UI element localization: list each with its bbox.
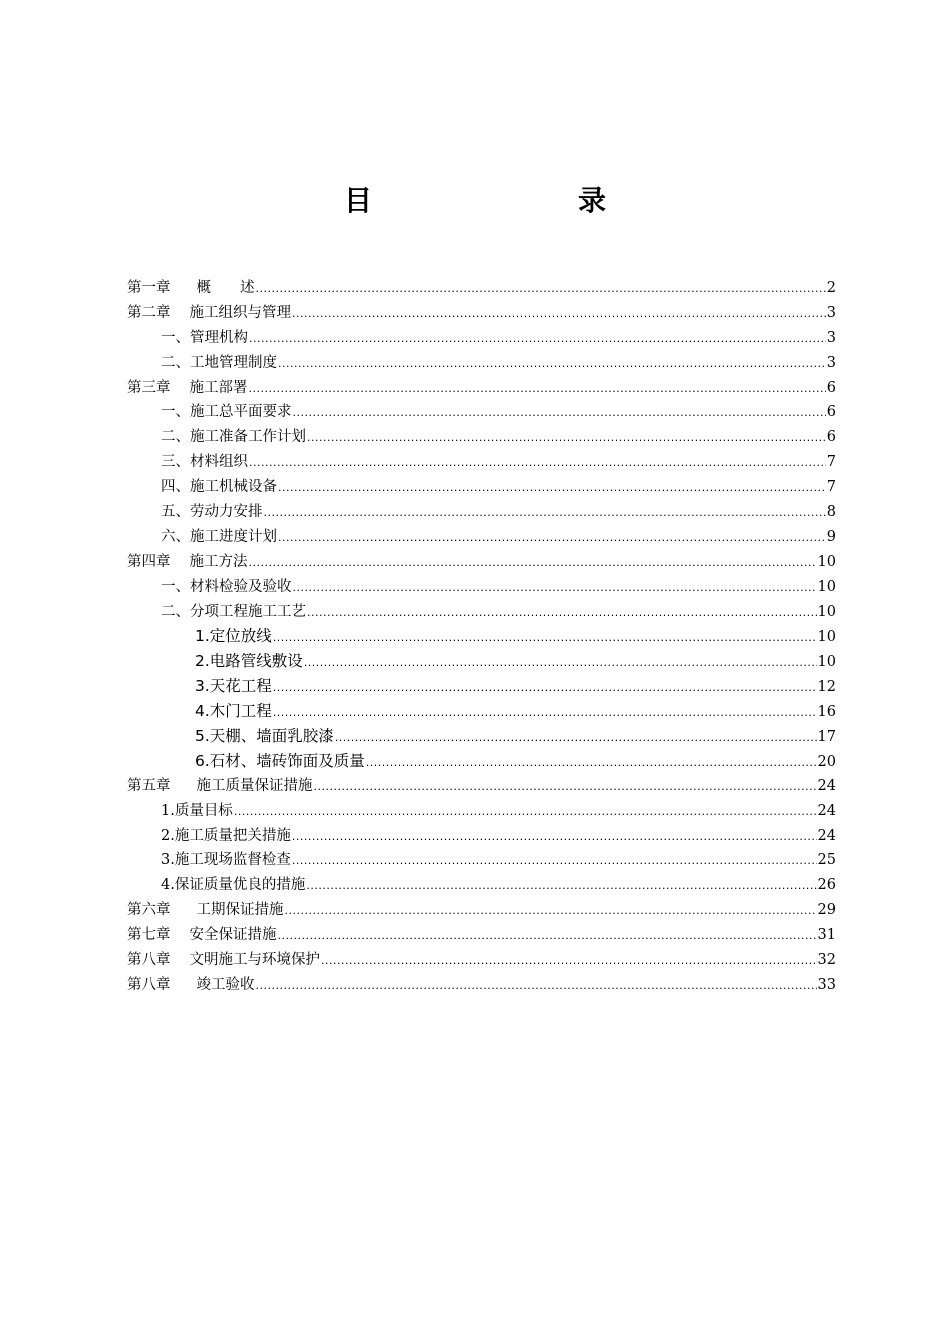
toc-entry-number: 4. bbox=[195, 702, 210, 721]
toc-entry-text: 施工准备工作计划 bbox=[190, 429, 306, 446]
toc-entry[interactable] bbox=[127, 973, 836, 998]
toc-entry-page-number: 7 bbox=[826, 454, 836, 471]
toc-entry-page-number: 10 bbox=[817, 629, 836, 646]
toc-entry-page-number: 10 bbox=[817, 603, 836, 620]
dot-leader bbox=[256, 282, 826, 295]
toc-entry-label bbox=[161, 400, 292, 421]
dot-leader bbox=[293, 406, 826, 419]
toc-entry-label bbox=[161, 475, 277, 496]
toc-entry-number: 2. bbox=[161, 827, 175, 844]
toc-entry[interactable] bbox=[127, 898, 836, 923]
dot-leader bbox=[278, 531, 826, 544]
toc-entry-page-number: 29 bbox=[817, 902, 836, 919]
toc-entry[interactable] bbox=[127, 500, 836, 525]
toc-entry-label bbox=[161, 500, 263, 521]
toc-entry[interactable] bbox=[127, 724, 836, 749]
toc-entry-label bbox=[161, 600, 306, 621]
page-title: 目 录 bbox=[343, 184, 656, 217]
toc-entry-page-number: 12 bbox=[817, 679, 836, 696]
toc-entry-page-number: 6 bbox=[826, 379, 836, 396]
toc-entry-page-number: 6 bbox=[826, 429, 836, 446]
toc-entry-label bbox=[161, 873, 305, 894]
dot-leader bbox=[307, 431, 826, 444]
toc-entry-label bbox=[161, 425, 306, 446]
toc-entry-number: 第三章 bbox=[127, 379, 171, 396]
dot-leader bbox=[278, 357, 826, 370]
toc-entry-number: 第四章 bbox=[127, 553, 171, 570]
toc-entry[interactable] bbox=[127, 425, 836, 450]
dot-leader bbox=[249, 382, 826, 395]
toc-entry-page-number: 24 bbox=[817, 777, 836, 794]
toc-entry-text: 定位放线 bbox=[209, 627, 272, 646]
toc-entry-label bbox=[195, 724, 334, 746]
toc-entry[interactable] bbox=[127, 674, 836, 699]
toc-entry[interactable] bbox=[127, 649, 836, 674]
dot-leader bbox=[335, 731, 817, 744]
toc-entry-page-number: 26 bbox=[817, 877, 836, 894]
dot-leader bbox=[306, 879, 816, 892]
toc-entry-label bbox=[127, 774, 313, 795]
toc-entry-number: 1. bbox=[195, 627, 210, 646]
toc-entry-text: 概 述 bbox=[196, 280, 255, 296]
toc-entry-page-number: 3 bbox=[826, 329, 836, 346]
dot-leader bbox=[293, 581, 817, 594]
toc-entry-number: 第七章 bbox=[127, 927, 171, 944]
toc-entry-number: 五、 bbox=[161, 504, 190, 521]
toc-entry-number: 第六章 bbox=[127, 902, 171, 919]
toc-entry-text: 施工现场监督检查 bbox=[174, 852, 291, 869]
toc-entry-number: 4. bbox=[161, 877, 175, 894]
dot-leader bbox=[273, 706, 817, 719]
dot-leader bbox=[366, 756, 817, 769]
toc-entry-label bbox=[195, 624, 272, 646]
toc-entry[interactable] bbox=[127, 351, 836, 376]
toc-entry[interactable] bbox=[127, 873, 836, 898]
toc-entry[interactable] bbox=[127, 923, 836, 948]
toc-entry[interactable] bbox=[127, 400, 836, 425]
dot-leader bbox=[234, 805, 817, 818]
toc-entry-page-number: 10 bbox=[817, 578, 836, 595]
toc-entry-number: 2. bbox=[195, 652, 210, 671]
toc-entry-number: 第八章 bbox=[127, 976, 171, 993]
dot-leader bbox=[304, 656, 817, 669]
toc-entry-label bbox=[195, 674, 272, 696]
toc-entry-label bbox=[127, 276, 255, 297]
toc-entry-number: 一、 bbox=[161, 329, 190, 346]
toc-entry[interactable] bbox=[127, 525, 836, 550]
toc-entry-page-number: 31 bbox=[817, 927, 836, 944]
dot-leader bbox=[273, 631, 817, 644]
toc-entry-number: 6. bbox=[195, 751, 210, 770]
dot-leader bbox=[314, 780, 817, 793]
toc-entry-number: 3. bbox=[161, 852, 175, 869]
toc-entry[interactable] bbox=[127, 848, 836, 873]
toc-entry-text: 工期保证措施 bbox=[196, 902, 284, 919]
dot-leader bbox=[249, 332, 826, 345]
toc-entry-number: 二、 bbox=[161, 354, 190, 371]
toc-entry-number: 一、 bbox=[161, 404, 190, 421]
toc-entry-number: 二、 bbox=[161, 603, 190, 620]
dot-leader bbox=[292, 830, 817, 843]
dot-leader bbox=[292, 854, 817, 867]
toc-entry[interactable] bbox=[127, 301, 836, 326]
toc-entry-label bbox=[127, 923, 277, 944]
toc-entry[interactable] bbox=[127, 575, 836, 600]
toc-entry-page-number: 10 bbox=[817, 553, 836, 570]
toc-entry-text: 劳动力安排 bbox=[190, 504, 263, 521]
toc-entry[interactable] bbox=[127, 824, 836, 849]
toc-entry-text: 管理机构 bbox=[190, 329, 248, 346]
toc-entry-number: 第八章 bbox=[127, 952, 171, 969]
toc-entry-label bbox=[161, 525, 277, 546]
toc-entry-page-number: 6 bbox=[826, 404, 836, 421]
toc-entry-label bbox=[127, 301, 291, 322]
toc-entry-number: 第二章 bbox=[127, 304, 171, 321]
toc-entry-text: 天花工程 bbox=[209, 677, 272, 696]
toc-entry-text: 施工组织与管理 bbox=[189, 304, 291, 321]
toc-entry-label bbox=[161, 575, 292, 596]
toc-entry-text: 竣工验收 bbox=[196, 976, 255, 993]
toc-entry-page-number: 24 bbox=[817, 802, 836, 819]
toc-entry-text: 木门工程 bbox=[209, 702, 272, 721]
dot-leader bbox=[273, 681, 817, 694]
toc-entry-number: 第五章 bbox=[127, 777, 171, 794]
toc-entry-label bbox=[127, 550, 248, 571]
toc-entry[interactable] bbox=[127, 600, 836, 625]
toc-entry-label bbox=[195, 699, 272, 721]
toc-entry-text: 施工方法 bbox=[189, 553, 248, 570]
toc-entry-text: 施工总平面要求 bbox=[190, 404, 292, 421]
toc-entry-page-number: 25 bbox=[817, 852, 836, 869]
toc-entry-number: 5. bbox=[195, 727, 210, 746]
toc-entry[interactable] bbox=[127, 774, 836, 799]
toc-entry-label bbox=[127, 376, 248, 397]
toc-entry-page-number: 3 bbox=[826, 354, 836, 371]
toc-entry-number: 3. bbox=[195, 677, 210, 696]
toc-entry[interactable] bbox=[127, 624, 836, 649]
dot-leader bbox=[278, 929, 817, 942]
toc-entry-page-number: 8 bbox=[826, 504, 836, 521]
dot-leader bbox=[249, 556, 817, 569]
toc-entry-label bbox=[195, 649, 303, 671]
toc-entry[interactable] bbox=[127, 948, 836, 973]
dot-leader bbox=[285, 904, 817, 917]
toc-entry-page-number: 9 bbox=[826, 528, 836, 545]
toc-entry-number: 一、 bbox=[161, 578, 190, 595]
dot-leader bbox=[256, 979, 817, 992]
toc-entry-number: 1. bbox=[161, 802, 175, 819]
toc-entry-label bbox=[161, 351, 277, 372]
toc-entry-text: 电路管线敷设 bbox=[209, 652, 303, 671]
toc-entry-page-number: 33 bbox=[817, 976, 836, 993]
toc-entry-page-number: 7 bbox=[826, 479, 836, 496]
toc-entry-page-number: 20 bbox=[817, 753, 836, 770]
toc-entry-page-number: 3 bbox=[826, 304, 836, 321]
toc-entry-number: 第一章 bbox=[127, 280, 171, 296]
toc-entry-text: 材料组织 bbox=[190, 454, 248, 471]
toc-entry-number: 二、 bbox=[161, 429, 190, 446]
toc-entry-text: 施工部署 bbox=[189, 379, 248, 396]
toc-entry-number: 三、 bbox=[161, 454, 190, 471]
toc-entry[interactable] bbox=[127, 276, 836, 301]
toc-entry-text: 工地管理制度 bbox=[190, 354, 277, 371]
toc-entry[interactable] bbox=[127, 749, 836, 774]
toc-entry-text: 天棚、墙面乳胶漆 bbox=[209, 727, 334, 746]
dot-leader bbox=[321, 954, 817, 967]
toc-entry-label bbox=[161, 799, 233, 820]
toc-entry-label bbox=[161, 848, 291, 869]
toc-entry-text: 分项工程施工工艺 bbox=[190, 603, 306, 620]
toc-entry[interactable] bbox=[127, 376, 836, 401]
toc-entry-text: 石材、墙砖饰面及质量 bbox=[209, 751, 365, 770]
toc-entry-page-number: 10 bbox=[817, 654, 836, 671]
dot-leader bbox=[264, 506, 826, 519]
toc-entry[interactable] bbox=[127, 326, 836, 351]
dot-leader bbox=[307, 606, 817, 619]
toc-entry-label bbox=[161, 450, 248, 471]
toc-entry[interactable] bbox=[127, 475, 836, 500]
table-of-contents bbox=[127, 276, 836, 998]
toc-entry[interactable] bbox=[127, 799, 836, 824]
toc-entry-page-number: 2 bbox=[826, 280, 836, 296]
toc-entry-page-number: 24 bbox=[817, 827, 836, 844]
toc-entry-page-number: 16 bbox=[817, 704, 836, 721]
dot-leader bbox=[292, 307, 826, 320]
dot-leader bbox=[249, 456, 826, 469]
toc-entry-page-number: 32 bbox=[817, 952, 836, 969]
toc-entry-text: 材料检验及验收 bbox=[190, 578, 292, 595]
toc-entry[interactable] bbox=[127, 550, 836, 575]
toc-entry-label bbox=[127, 973, 255, 994]
toc-entry[interactable] bbox=[127, 450, 836, 475]
toc-entry-page-number: 17 bbox=[817, 729, 836, 746]
toc-entry-label bbox=[161, 824, 291, 845]
toc-entry-text: 保证质量优良的措施 bbox=[174, 877, 306, 894]
toc-entry-text: 施工质量把关措施 bbox=[174, 827, 291, 844]
toc-entry-text: 安全保证措施 bbox=[189, 927, 277, 944]
toc-entry-text: 施工机械设备 bbox=[190, 479, 277, 496]
dot-leader bbox=[278, 481, 826, 494]
toc-entry-text: 施工质量保证措施 bbox=[196, 777, 313, 794]
toc-entry-text: 质量目标 bbox=[174, 802, 233, 819]
toc-entry-number: 六、 bbox=[161, 528, 190, 545]
toc-entry-label bbox=[127, 948, 320, 969]
toc-entry-label bbox=[161, 326, 248, 347]
toc-entry[interactable] bbox=[127, 699, 836, 724]
toc-entry-label bbox=[127, 898, 284, 919]
toc-entry-text: 施工进度计划 bbox=[190, 528, 277, 545]
toc-entry-label bbox=[195, 749, 365, 771]
toc-entry-text: 文明施工与环境保护 bbox=[189, 952, 320, 969]
toc-entry-number: 四、 bbox=[161, 479, 190, 496]
